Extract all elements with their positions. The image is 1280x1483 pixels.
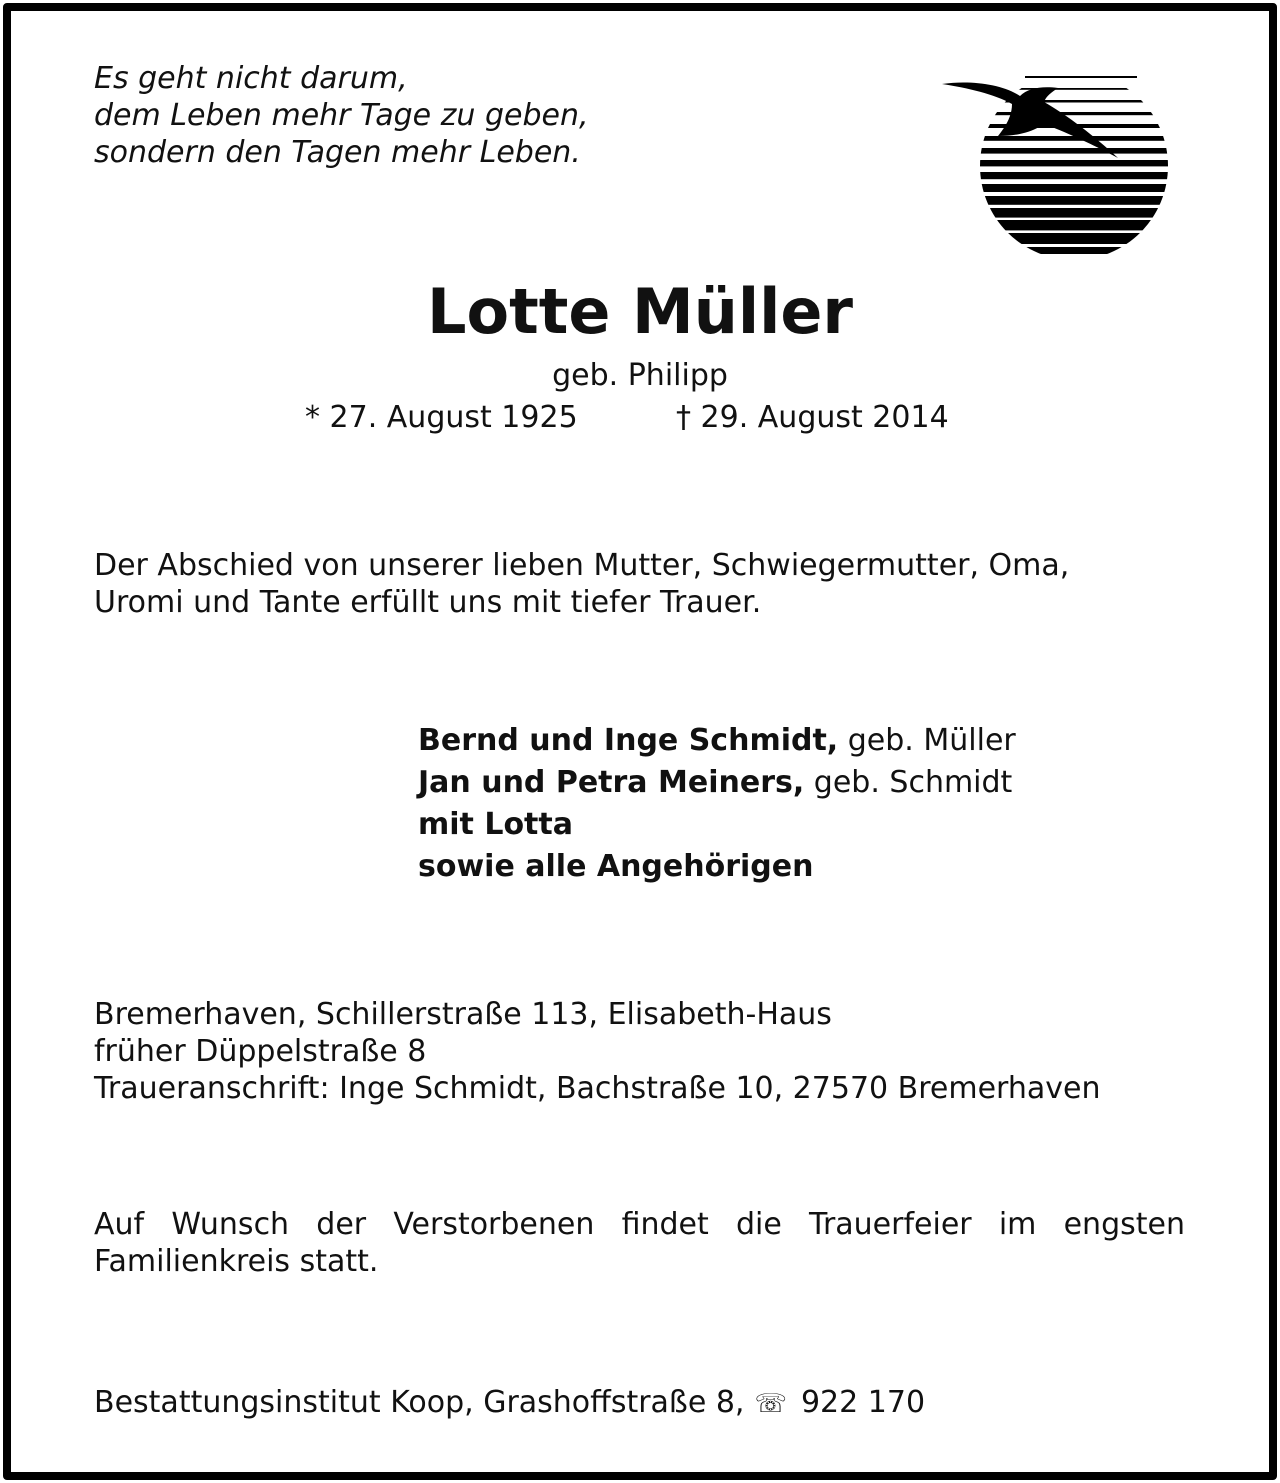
ceremony-note-line [94,1206,1185,1243]
farewell-line: Uromi und Tante erfüllt uns mit tiefer Trauer. [94,585,762,620]
mourner-names: sowie alle Angehörigen [418,849,814,884]
address-line: Bremerhaven, Schillerstraße 113, Elisabeth-Haus [94,997,832,1032]
seagull-shape [942,83,1118,159]
phone-number: 922 170 [800,1385,926,1420]
birth-date: * 27. August 1925 [305,400,578,435]
word: findet [621,1207,709,1242]
quote [94,60,589,171]
mourner-line [418,846,1016,888]
farewell-text [94,547,1069,621]
undertaker-address: Bestattungsinstitut Koop, Grashoffstraße 8, [94,1385,745,1420]
top-stripe [1025,76,1137,78]
quote-line: dem Leben mehr Tage zu geben, [94,98,589,133]
address-block [94,996,1100,1107]
death-date: † 29. August 2014 [676,400,949,435]
word: engsten [1063,1207,1185,1242]
word: im [998,1207,1037,1242]
quote-line: Es geht nicht darum, [94,61,408,96]
address-line: früher Düppelstraße 8 [94,1034,427,1069]
mourner-line [418,804,1016,846]
mourner-maiden: geb. Schmidt [804,765,1013,800]
ceremony-note [94,1206,1185,1280]
ceremony-note-line: Familienkreis statt. [94,1244,379,1279]
word: der [316,1207,367,1242]
word: Auf [94,1207,145,1242]
mourner-line [418,762,1016,804]
mourners-list [418,720,1016,888]
mourner-names: Bernd und Inge Schmidt, [418,723,839,758]
deceased-name: Lotte Müller [427,275,853,348]
undertaker-info [94,1384,925,1423]
word: Trauerfeier [809,1207,972,1242]
seagull-sun-icon [940,62,1180,254]
mourner-maiden: geb. Müller [838,723,1016,758]
quote-line: sondern den Tagen mehr Leben. [94,135,581,170]
word: Wunsch [171,1207,290,1242]
mourner-line [418,720,1016,762]
mourner-names: Jan und Petra Meiners, [418,765,805,800]
word: Verstorbenen [393,1207,595,1242]
maiden-name: geb. Philipp [552,358,728,393]
phone-icon: ☏ [754,1389,787,1419]
word: die [735,1207,782,1242]
mourner-names: mit Lotta [418,807,573,842]
address-line: Traueranschrift: Inge Schmidt, Bachstraße 10, 27570 Bremerhaven [94,1071,1101,1106]
farewell-line: Der Abschied von unserer lieben Mutter, Schwiegermutter, Oma, [94,548,1070,583]
